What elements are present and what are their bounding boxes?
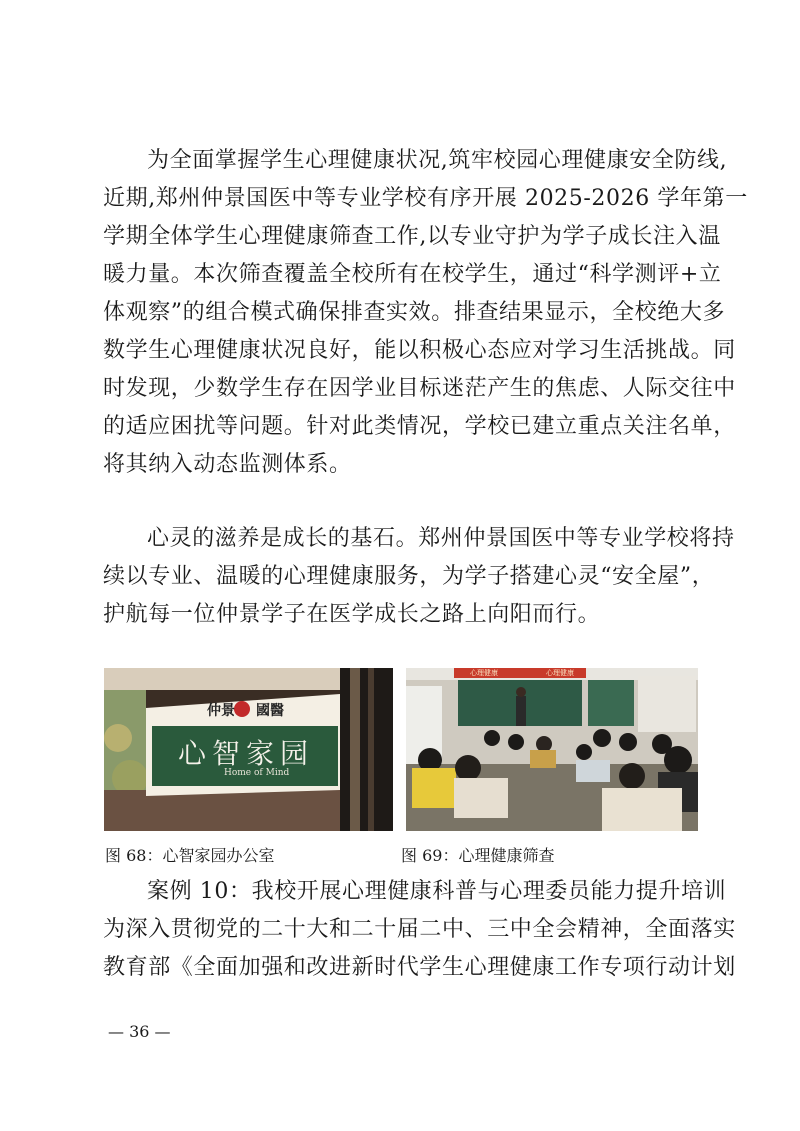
text-line: 学期全体学生心理健康筛查工作,以专业守护为学子成长注入温 (103, 224, 721, 249)
text-line: 为深入贯彻党的二十大和二十届二中、三中全会精神，全面落实 (103, 917, 736, 942)
photo-classroom-screening (406, 668, 698, 831)
text-line: 暖力量。本次筛查覆盖全校所有在校学生，通过“科学测评+立 (103, 262, 722, 287)
sign-brand-right: 國醫 (256, 703, 284, 719)
paragraph-case-10 (103, 873, 736, 987)
text-line: 时发现，少数学生存在因学业目标迷茫产生的焦虑、人际交往中 (103, 376, 736, 401)
case-heading: 案例 10：我校开展心理健康科普与心理委员能力提升培训 (147, 879, 727, 904)
classroom-banner-right: 心理健康 (546, 669, 574, 677)
text-line: 将其纳入动态监测体系。 (103, 452, 352, 477)
classroom-illustration (406, 668, 698, 831)
sign-title: 心智家园 (178, 737, 315, 770)
photo-office-sign (104, 668, 393, 831)
sign-brand-left: 仲景 (207, 703, 235, 719)
classroom-banner-left: 心理健康 (470, 669, 498, 677)
text-line: 教育部《全面加强和改进新时代学生心理健康工作专项行动计划 (103, 955, 736, 980)
figure-caption-69: 图 69：心理健康筛查 (401, 846, 555, 865)
paragraph-conclusion (103, 520, 735, 634)
text-line: 续以专业、温暖的心理健康服务，为学子搭建心灵“安全屋”， (103, 564, 715, 589)
text-line: 体观察”的组合模式确保排查实效。排查结果显示，全校绝大多 (103, 300, 726, 325)
paragraph-screening (103, 142, 748, 484)
text-line: 近期,郑州仲景国医中等专业学校有序开展 2025-2026 学年第一 (103, 186, 748, 211)
page-number: — 36 — (108, 1022, 171, 1041)
figure-caption-68: 图 68：心智家园办公室 (105, 846, 275, 865)
text-line: 为全面掌握学生心理健康状况,筑牢校园心理健康安全防线, (147, 148, 728, 173)
sign-subtitle: Home of Mind (224, 768, 290, 778)
text-line: 数学生心理健康状况良好，能以积极心态应对学习生活挑战。同 (103, 338, 736, 363)
text-line: 的适应困扰等问题。针对此类情况，学校已建立重点关注名单， (103, 414, 736, 439)
text-line: 心灵的滋养是成长的基石。郑州仲景国医中等专业学校将持 (147, 526, 735, 551)
text-line: 护航每一位仲景学子在医学成长之路上向阳而行。 (103, 602, 601, 627)
